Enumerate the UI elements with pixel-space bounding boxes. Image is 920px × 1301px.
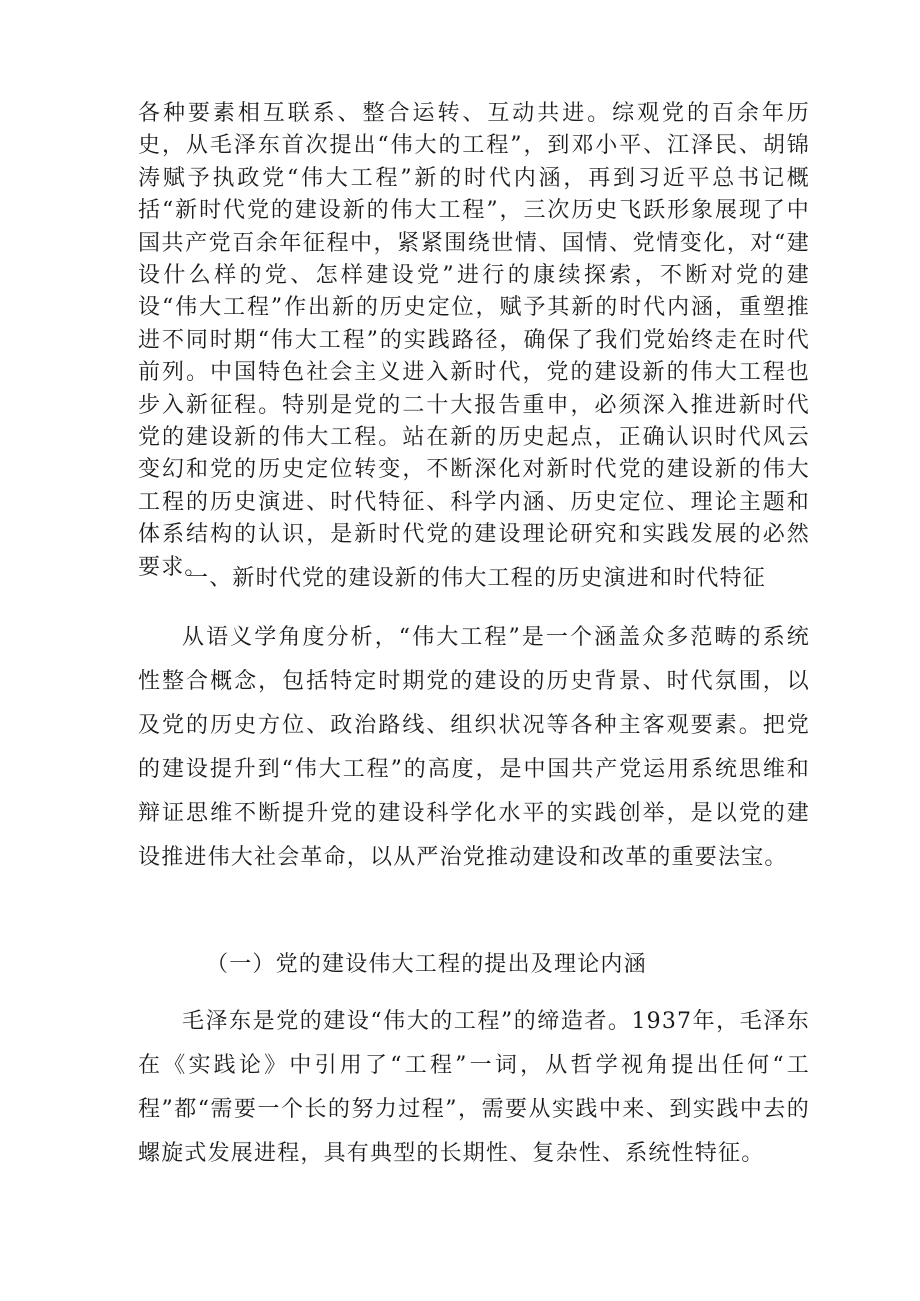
- body-paragraph: 毛泽东是党的建设“伟大的工程”的缔造者。1937年，毛泽东在《实践论》中引用了“工程”一词，从哲学视角提出任何“工程”都“需要一个长的努力过程”，需要从实践中来、到实践中去的螺旋式发展进程，具有典型的长期性、复杂性、系统性特征。: [138, 1009, 810, 1166]
- body-paragraph: 从语义学角度分析，“伟大工程”是一个涵盖众多范畴的系统性整合概念，包括特定时期党的建设的历史背景、时代氛围，以及党的历史方位、政治路线、组织状况等各种主客观要素。把党的建设提升到“伟大工程”的高度，是中国共产党运用系统思维和辩证思维不断提升党的建设科学化水平的实践创举，是以党的建设推进伟大社会革命，以从严治党推动建设和改革的重要法宝。: [138, 625, 810, 870]
- body-paragraph: 各种要素相互联系、整合运转、互动共进。综观党的百余年历史，从毛泽东首次提出“伟大的工程”，到邓小平、江泽民、胡锦涛赋予执政党“伟大工程”新的时代内涵，再到习近平总书记概括“新时代党的建设新的伟大工程”，三次历史飞跃形象展现了中国共产党百余年征程中，紧紧围绕世情、国情、党情变化，对“建设什么样的党、怎样建设党”进行的康续探索，不断对党的建设“伟大工程”作出新的历史定位，赋予其新的时代内涵，重塑推进不同时期“伟大工程”的实践路径，确保了我们党始终走在时代前列。中国特色社会主义进入新时代，党的建设新的伟大工程也步入新征程。特别是党的二十大报告重申，必须深入推进新时代党的建设新的伟大工程。站在新的历史起点，正确认识时代风云变幻和党的历史定位转变，不断深化对新时代党的建设新的伟大工程的历史演进、时代特征、科学内涵、历史定位、理论主题和体系结构的认识，是新时代党的建设理论研究和实践发展的必然要求。: [138, 101, 810, 580]
- section-heading: 一、新时代党的建设新的伟大工程的历史演进和时代特征: [186, 566, 767, 591]
- subsection-heading: （一）党的建设伟大工程的提出及理论内涵: [206, 952, 647, 977]
